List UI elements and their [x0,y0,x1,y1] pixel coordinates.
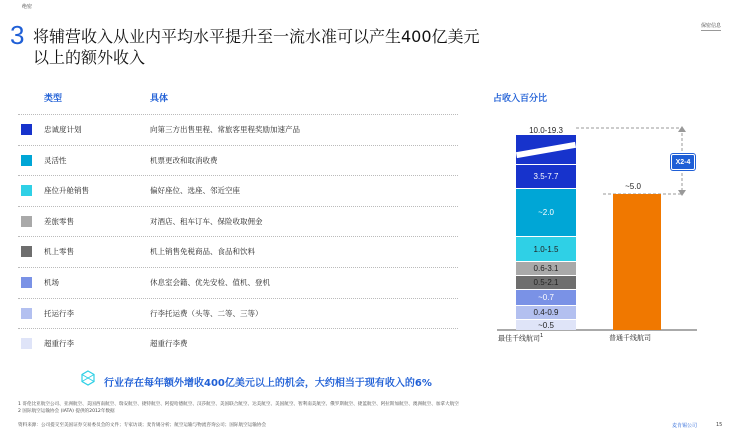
row-detail: 机票更改和取消收费 [150,155,218,165]
category-label-average: 普通千线航司 [609,334,651,342]
category-label-best [498,333,543,343]
color-swatch [21,338,32,349]
col-header-type: 类型 [44,94,63,104]
page-number: 15 [716,422,723,428]
table-row [18,114,458,144]
row-type: 超重行李 [44,339,74,349]
average-value-label: ~5.0 [625,182,641,191]
row-detail: 向第三方出售里程、常旅客里程奖励加速产品 [150,125,300,134]
chart-title: 占收入百分比 [493,94,548,104]
row-type: 机上零售 [44,247,74,257]
bar-segment: 0.5-2.1 [516,275,576,289]
table-row [18,267,458,297]
row-detail: 对酒店、租车订车、保险收取佣金 [150,216,263,226]
color-swatch [21,246,32,257]
bar-segment: 0.4-0.9 [516,305,576,319]
footnote-1: 1 哥伦比亚航空公司、亚洲航空、美国西南航空、瑞安航空、捷特航空、阿提哈德航空、汉莎航空、美国联合航空、达美航空、美国航空、智利南美航空、俄罗斯航空、捷蓝航空、阿拉斯加航空、澳洲航空、加拿大航空 [18,402,459,407]
color-swatch [21,155,32,166]
table-row [18,206,458,236]
arrow-up-icon [678,126,686,132]
row-detail: 偏好座位、选座、邻近空座 [150,186,240,196]
mckinsey-hex-icon [80,370,96,386]
bar-segment: ~0.7 [516,289,576,305]
category-label-best-text: 最佳千线航司 [498,334,540,343]
callout-text: 行业存在每年额外增收400亿美元以上的机会，大约相当于现有收入的6% [104,378,432,389]
source-note: 资料来源：公司提交至美国证券交易委员会的文件；专家访谈；麦肯锡分析；航空运输与物流咨询公司；国际航空运输协会 [18,423,267,428]
color-swatch [21,216,32,227]
pre-title: 绝密 [22,4,33,10]
color-swatch [21,124,32,135]
color-swatch [21,185,32,196]
row-detail: 机上销售免税商品、食品和饮料 [150,247,255,257]
bar-segment: 3.5-7.7 [516,164,576,188]
chart-area [497,113,697,333]
row-type: 座位升舱销售 [44,186,89,196]
footer-brand: 麦肯锡公司 [672,423,698,429]
slide-number: 3 [10,20,25,50]
bar-segment: ~2.0 [516,188,576,236]
table-row [18,298,458,328]
confidential-label: 保密信息 [700,23,721,29]
title-line-2: 以上的额外收入 [33,48,146,67]
bar-segment: 0.6-3.1 [516,261,576,275]
bar-segment: 10.0-19.3 [516,124,576,164]
table-row [18,175,458,205]
footnote-2: 2 国际航空运输协会 (IATA) 提供的2012年数据 [18,409,115,414]
multiplier-badge: X2-4 [671,154,695,170]
row-type: 忠诚度计划 [44,125,82,134]
table-row [18,236,458,266]
bar-segment: ~0.5 [516,319,576,330]
footnote-marker: 1 [540,333,544,339]
slide-title [33,26,633,68]
table-row [18,328,458,358]
row-type: 差旅零售 [44,216,74,226]
row-detail: 行李托运费（头等、二等、三等） [150,308,263,318]
color-swatch [21,277,32,288]
title-line-1: 将辅营收入从业内平均水平提升至一流水准可以产生400亿美元 [33,27,480,46]
color-swatch [21,308,32,319]
average-bar [613,194,661,330]
row-type: 托运行李 [44,308,74,318]
table-row [18,145,458,175]
row-detail: 休息室会籍、优先安检、值机、登机 [150,278,270,287]
col-header-detail: 具体 [150,94,169,104]
row-type: 机场 [44,278,59,287]
bar-segment: 1.0-1.5 [516,236,576,261]
row-detail: 超重行李费 [150,339,188,349]
row-type: 灵活性 [44,155,67,165]
arrow-down-icon [678,190,686,196]
